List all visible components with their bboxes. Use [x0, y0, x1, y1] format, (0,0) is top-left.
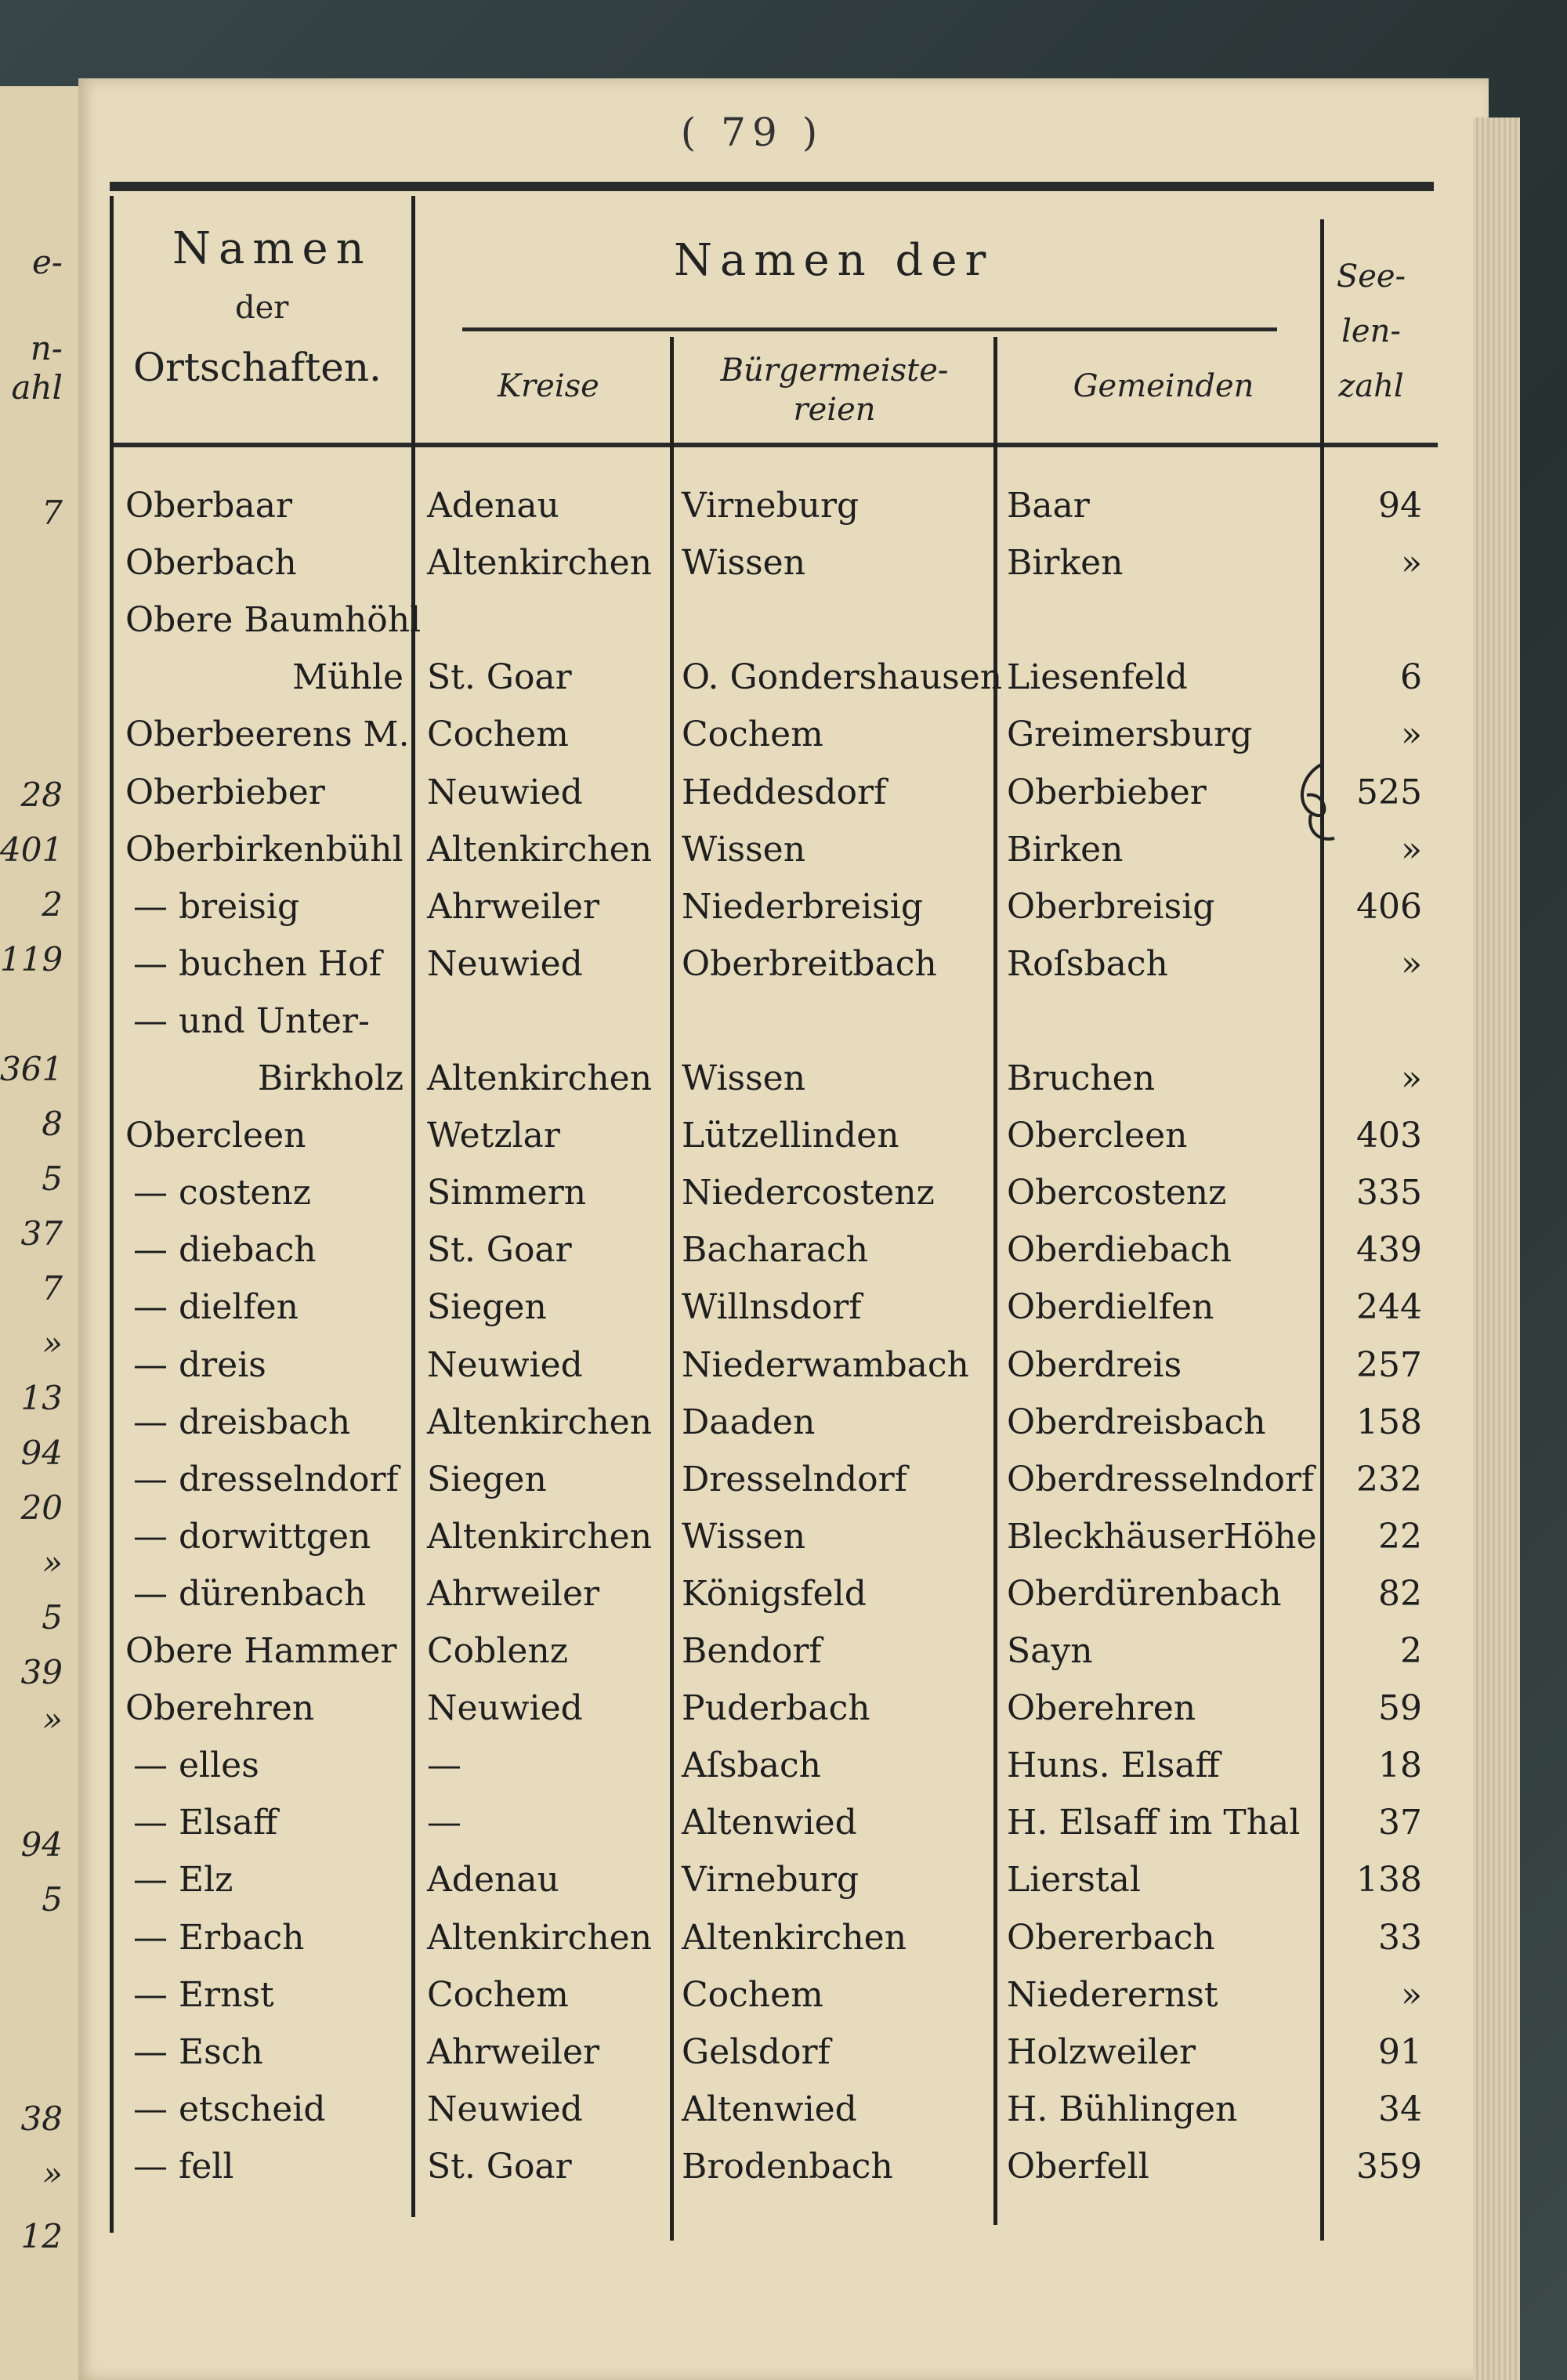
- table-row: [0, 478, 1567, 534]
- header-der: der: [235, 290, 289, 326]
- buergermeisterei-cell: Wissen: [682, 830, 806, 870]
- place-name-cell: — elles: [133, 1745, 259, 1785]
- seelenzahl-cell: 403: [1356, 1116, 1422, 1156]
- gemeinde-cell: Niederernst: [1007, 1975, 1218, 2015]
- header-bottom-rule: [114, 443, 1438, 447]
- place-name-cell: Mühle: [292, 657, 404, 697]
- gemeinde-cell: Oberdreisbach: [1007, 1402, 1266, 1442]
- place-name-cell: — dorwittgen: [133, 1517, 371, 1557]
- prev-page-margin-text: 38: [20, 2100, 63, 2138]
- buergermeisterei-cell: Altenwied: [682, 1803, 857, 1843]
- table-row: [0, 1680, 1567, 1737]
- gemeinde-cell: H. Elsaff im Thal: [1007, 1803, 1301, 1843]
- buergermeisterei-cell: Königsfeld: [682, 1574, 867, 1614]
- prev-page-margin-text: 7: [42, 494, 63, 532]
- buergermeisterei-cell: Virneburg: [682, 486, 859, 526]
- gemeinde-cell: Oberdiebach: [1007, 1230, 1232, 1270]
- prev-page-margin-text: »: [42, 1324, 63, 1362]
- table-row: [0, 879, 1567, 935]
- table-row: [0, 1452, 1567, 1508]
- gemeinde-cell: Oberdreis: [1007, 1345, 1182, 1385]
- kreis-cell: Altenkirchen: [427, 543, 653, 583]
- header-ortschaften: Ortschaften.: [133, 345, 382, 390]
- buergermeisterei-cell: Altenkirchen: [682, 1918, 907, 1958]
- header-gemeinden: Gemeinden: [1073, 368, 1254, 404]
- seelenzahl-cell: 82: [1378, 1574, 1422, 1614]
- place-name-cell: — breisig: [133, 887, 300, 927]
- table-row: [0, 1165, 1567, 1221]
- header-buergermeistereien-2: reien: [793, 392, 876, 428]
- place-name-cell: — dürenbach: [133, 1574, 367, 1614]
- seelenzahl-cell: 257: [1356, 1345, 1422, 1385]
- place-name-cell: — Esch: [133, 2032, 263, 2072]
- header-buergermeistereien-1: Bürgermeiste-: [720, 353, 949, 389]
- kreis-cell: —: [427, 1803, 461, 1843]
- header-namen: Namen: [172, 223, 372, 274]
- place-name-cell: Oberbaar: [125, 486, 292, 526]
- gemeinde-cell: Oberdielfen: [1007, 1287, 1214, 1327]
- prev-page-margin-text: 20: [20, 1488, 63, 1527]
- seelenzahl-cell: »: [1401, 944, 1422, 984]
- gemeinde-cell: Holzweiler: [1007, 2032, 1196, 2072]
- gemeinde-cell: Birken: [1007, 543, 1124, 583]
- place-name-cell: — costenz: [133, 1173, 311, 1213]
- buergermeisterei-cell: Heddesdorf: [682, 772, 887, 812]
- prev-page-margin-text: 5: [42, 1880, 63, 1919]
- table-row: [0, 592, 1567, 649]
- seelenzahl-cell: 59: [1378, 1688, 1422, 1728]
- buergermeisterei-cell: Altenwied: [682, 2089, 857, 2129]
- place-name-cell: — Elz: [133, 1860, 233, 1900]
- place-name-cell: — diebach: [133, 1230, 317, 1270]
- table-row: [0, 1852, 1567, 1908]
- header-seelenzahl-1: See-: [1336, 259, 1406, 295]
- kreis-cell: Neuwied: [427, 1345, 583, 1385]
- gemeinde-cell: Roſsbach: [1007, 944, 1168, 984]
- table-row: [0, 1566, 1567, 1622]
- kreis-cell: Coblenz: [427, 1631, 568, 1671]
- place-name-cell: — dreis: [133, 1345, 266, 1385]
- kreis-cell: Neuwied: [427, 1688, 583, 1728]
- table-row: [0, 1910, 1567, 1966]
- buergermeisterei-cell: Niedercostenz: [682, 1173, 935, 1213]
- header-kreise: Kreise: [498, 368, 599, 404]
- table-row: [0, 1051, 1567, 1107]
- table-row: [0, 1738, 1567, 1794]
- kreis-cell: Altenkirchen: [427, 830, 653, 870]
- buergermeisterei-cell: O. Gondershausen: [682, 657, 1003, 697]
- prev-page-margin-text: 5: [42, 1159, 63, 1198]
- buergermeisterei-cell: Niederwambach: [682, 1345, 969, 1385]
- buergermeisterei-cell: Willnsdorf: [682, 1287, 862, 1327]
- prev-page-margin-text: e-: [31, 243, 63, 281]
- kreis-cell: Altenkirchen: [427, 1517, 653, 1557]
- place-name-cell: — und Unter-: [133, 1001, 370, 1041]
- gemeinde-cell: Obererbach: [1007, 1918, 1215, 1958]
- place-name-cell: — buchen Hof: [133, 944, 382, 984]
- buergermeisterei-cell: Niederbreisig: [682, 887, 923, 927]
- header-seelenzahl-3: zahl: [1338, 368, 1404, 404]
- place-name-cell: Obercleen: [125, 1116, 306, 1156]
- place-name-cell: Oberbirkenbühl: [125, 830, 404, 870]
- gemeinde-cell: Oberehren: [1007, 1688, 1196, 1728]
- kreis-cell: Altenkirchen: [427, 1058, 653, 1098]
- kreis-cell: St. Goar: [427, 1230, 572, 1270]
- prev-page-margin-text: 37: [20, 1214, 63, 1253]
- prev-page-margin-text: 5: [42, 1598, 63, 1637]
- prev-page-margin-text: ahl: [11, 368, 63, 407]
- prev-page-margin-text: 2: [42, 885, 63, 924]
- seelenzahl-cell: 406: [1356, 887, 1422, 927]
- table-row: [0, 1108, 1567, 1164]
- buergermeisterei-cell: Wissen: [682, 1517, 806, 1557]
- buergermeisterei-cell: Daaden: [682, 1402, 816, 1442]
- kreis-cell: Ahrweiler: [427, 887, 600, 927]
- kreis-cell: Altenkirchen: [427, 1918, 653, 1958]
- prev-page-margin-text: »: [42, 1700, 63, 1738]
- gemeinde-cell: Oberdürenbach: [1007, 1574, 1282, 1614]
- table-row: [0, 1279, 1567, 1336]
- buergermeisterei-cell: Gelsdorf: [682, 2032, 831, 2072]
- prev-page-margin-text: »: [42, 2154, 63, 2193]
- prev-page-margin-text: 28: [20, 776, 63, 814]
- table-row: [0, 707, 1567, 763]
- seelenzahl-cell: 138: [1356, 1860, 1422, 1900]
- prev-page-margin-text: 361: [0, 1050, 63, 1088]
- place-name-cell: Oberbieber: [125, 772, 325, 812]
- table-row: [0, 1337, 1567, 1394]
- buergermeisterei-cell: Cochem: [682, 714, 823, 754]
- place-name-cell: — Erbach: [133, 1918, 305, 1958]
- seelenzahl-cell: 2: [1400, 1631, 1422, 1671]
- prev-page-margin-text: 401: [0, 830, 63, 869]
- buergermeisterei-cell: Aſsbach: [682, 1745, 822, 1785]
- table-row: [0, 1967, 1567, 2024]
- prev-page-margin-text: 8: [42, 1105, 63, 1143]
- table-row: [0, 2139, 1567, 2195]
- kreis-cell: Siegen: [427, 1287, 547, 1327]
- seelenzahl-cell: »: [1401, 1975, 1422, 2015]
- kreis-cell: Adenau: [427, 486, 559, 526]
- prev-page-margin-text: 119: [0, 940, 63, 978]
- buergermeisterei-cell: Virneburg: [682, 1860, 859, 1900]
- table-row: [0, 1795, 1567, 1851]
- gemeinde-cell: Birken: [1007, 830, 1124, 870]
- gemeinde-cell: Oberbreisig: [1007, 887, 1215, 927]
- gemeinde-cell: Bruchen: [1007, 1058, 1156, 1098]
- header-brace-rule: [462, 327, 1277, 331]
- gemeinde-cell: Greimersburg: [1007, 714, 1253, 754]
- seelenzahl-cell: 359: [1356, 2147, 1422, 2186]
- gemeinde-cell: Sayn: [1007, 1631, 1093, 1671]
- table-row: [0, 2082, 1567, 2138]
- table-row: [0, 535, 1567, 591]
- seelenzahl-cell: »: [1401, 543, 1422, 583]
- place-name-cell: — etscheid: [133, 2089, 326, 2129]
- place-name-cell: Birkholz: [257, 1058, 404, 1098]
- seelenzahl-cell: 6: [1400, 657, 1422, 697]
- kreis-cell: Altenkirchen: [427, 1402, 653, 1442]
- seelenzahl-cell: »: [1401, 830, 1422, 870]
- seelenzahl-cell: 335: [1356, 1173, 1422, 1213]
- seelenzahl-cell: 22: [1378, 1517, 1422, 1557]
- buergermeisterei-cell: Brodenbach: [682, 2147, 893, 2186]
- kreis-cell: Siegen: [427, 1459, 547, 1499]
- kreis-cell: Cochem: [427, 1975, 569, 2015]
- kreis-cell: Simmern: [427, 1173, 587, 1213]
- place-name-cell: — fell: [133, 2147, 234, 2186]
- seelenzahl-cell: 158: [1356, 1402, 1422, 1442]
- gemeinde-cell: Lierstal: [1007, 1860, 1141, 1900]
- kreis-cell: Cochem: [427, 714, 569, 754]
- place-name-cell: — dreisbach: [133, 1402, 351, 1442]
- page-number: ( 79 ): [680, 110, 824, 155]
- place-name-cell: Oberbeerens M.: [125, 714, 410, 754]
- buergermeisterei-cell: Wissen: [682, 1058, 806, 1098]
- prev-page-margin-text: 7: [42, 1269, 63, 1308]
- buergermeisterei-cell: Wissen: [682, 543, 806, 583]
- handwritten-mark: [1291, 760, 1338, 846]
- gemeinde-cell: Oberbieber: [1007, 772, 1207, 812]
- header-seelenzahl-2: len-: [1341, 313, 1401, 349]
- prev-page-margin-text: 94: [20, 1825, 63, 1864]
- buergermeisterei-cell: Puderbach: [682, 1688, 870, 1728]
- seelenzahl-cell: 33: [1378, 1918, 1422, 1958]
- gemeinde-cell: BleckhäuserHöhe: [1007, 1517, 1317, 1557]
- table-row: [0, 649, 1567, 706]
- kreis-cell: Wetzlar: [427, 1116, 560, 1156]
- prev-page-margin-text: n-: [30, 329, 63, 367]
- kreis-cell: St. Goar: [427, 2147, 572, 2186]
- gemeinde-cell: Obercleen: [1007, 1116, 1188, 1156]
- buergermeisterei-cell: Lützellinden: [682, 1116, 899, 1156]
- place-name-cell: — Ernst: [133, 1975, 274, 2015]
- seelenzahl-cell: 34: [1378, 2089, 1422, 2129]
- place-name-cell: Obere Baumhöhl: [125, 600, 422, 640]
- buergermeisterei-cell: Bendorf: [682, 1631, 822, 1671]
- table-row: [0, 2024, 1567, 2081]
- kreis-cell: Neuwied: [427, 772, 583, 812]
- kreis-cell: Ahrweiler: [427, 2032, 600, 2072]
- place-name-cell: — dielfen: [133, 1287, 299, 1327]
- place-name-cell: — Elsaff: [133, 1803, 278, 1843]
- seelenzahl-cell: 232: [1356, 1459, 1422, 1499]
- seelenzahl-cell: 37: [1378, 1803, 1422, 1843]
- table-row: [0, 1394, 1567, 1451]
- table-row: [0, 1222, 1567, 1279]
- gemeinde-cell: Obercostenz: [1007, 1173, 1227, 1213]
- kreis-cell: Adenau: [427, 1860, 559, 1900]
- place-name-cell: Oberehren: [125, 1688, 315, 1728]
- buergermeisterei-cell: Dresselndorf: [682, 1459, 907, 1499]
- seelenzahl-cell: 18: [1378, 1745, 1422, 1785]
- place-name-cell: Obere Hammer: [125, 1631, 397, 1671]
- buergermeisterei-cell: Cochem: [682, 1975, 823, 2015]
- prev-page-margin-text: 39: [20, 1653, 63, 1691]
- gemeinde-cell: H. Bühlingen: [1007, 2089, 1238, 2129]
- kreis-cell: —: [427, 1745, 461, 1785]
- seelenzahl-cell: 94: [1378, 486, 1422, 526]
- seelenzahl-cell: »: [1401, 1058, 1422, 1098]
- kreis-cell: St. Goar: [427, 657, 572, 697]
- table-row: [0, 1509, 1567, 1565]
- prev-page-margin-text: 13: [20, 1379, 63, 1417]
- gemeinde-cell: Liesenfeld: [1007, 657, 1188, 697]
- gemeinde-cell: Oberdresselndorf: [1007, 1459, 1315, 1499]
- gemeinde-cell: Oberfell: [1007, 2147, 1149, 2186]
- prev-page-margin-text: »: [42, 1543, 63, 1582]
- gemeinde-cell: Huns. Elsaff: [1007, 1745, 1220, 1785]
- kreis-cell: Ahrweiler: [427, 1574, 600, 1614]
- kreis-cell: Neuwied: [427, 944, 583, 984]
- seelenzahl-cell: 244: [1356, 1287, 1422, 1327]
- seelenzahl-cell: 439: [1356, 1230, 1422, 1270]
- prev-page-margin-text: 94: [20, 1434, 63, 1472]
- table-row: [0, 993, 1567, 1050]
- seelenzahl-cell: 525: [1356, 772, 1422, 812]
- buergermeisterei-cell: Oberbreitbach: [682, 944, 937, 984]
- gemeinde-cell: Baar: [1007, 486, 1090, 526]
- buergermeisterei-cell: Bacharach: [682, 1230, 869, 1270]
- place-name-cell: Oberbach: [125, 543, 297, 583]
- prev-page-margin-text: 12: [20, 2217, 63, 2255]
- kreis-cell: Neuwied: [427, 2089, 583, 2129]
- place-name-cell: — dresselndorf: [133, 1459, 399, 1499]
- table-row: [0, 1623, 1567, 1680]
- seelenzahl-cell: 91: [1378, 2032, 1422, 2072]
- top-rule: [110, 182, 1434, 191]
- table-row: [0, 936, 1567, 993]
- seelenzahl-cell: »: [1401, 714, 1422, 754]
- header-namen-der: Namen der: [674, 235, 994, 286]
